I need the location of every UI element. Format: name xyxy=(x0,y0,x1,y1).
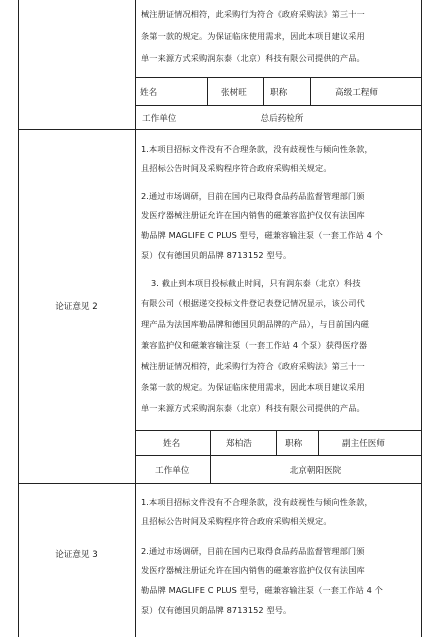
text-line: 发医疗器械注册证允许在国内销售的磁兼容监护仪仅有法国库 xyxy=(141,565,365,575)
opinion2-label: 论证意见 2 xyxy=(55,302,98,312)
rule xyxy=(276,430,277,455)
signer2-name: 郑柏浩 xyxy=(226,439,252,449)
rule xyxy=(135,455,421,456)
rule xyxy=(135,105,421,106)
signer2-name-label: 姓名 xyxy=(163,439,181,449)
text-line: 条第一款的规定。为保证临床使用需求，因此本项目建议采用 xyxy=(141,31,365,41)
rule xyxy=(135,77,421,78)
signer1-unit: 总后药检所 xyxy=(260,114,304,124)
rule xyxy=(310,77,311,105)
rule xyxy=(18,129,421,130)
text-line: 发医疗器械注册证允许在国内销售的磁兼容监护仪仅有法国库 xyxy=(141,210,365,220)
text-line: 械注册证情况相符，此采购行为符合《政府采购法》第三十一 xyxy=(141,361,365,371)
text-line: 勒品牌 MAGLIFE C PLUS 型号，磁兼容输注泵（一套工作站 4 个 xyxy=(141,585,383,595)
signer1-title: 高级工程师 xyxy=(335,88,378,98)
text-line: 兼容监护仪和磁兼容输注泵（一套工作站 4 个泵）获得医疗器 xyxy=(141,340,368,350)
signer2-unit: 北京朝阳医院 xyxy=(289,466,342,476)
signer2-title: 副主任医师 xyxy=(342,439,385,449)
text-line: 1.本项目招标文件没有不合理条款，没有歧视性与倾向性条款， xyxy=(141,497,373,507)
text-line: 2.通过市场调研，目前在国内已取得食品药品监督管理部门颁 xyxy=(141,191,365,201)
opinion3-label: 论证意见 3 xyxy=(55,550,98,560)
text-line: 3. 截止到本项目投标截止时间，只有润东泰（北京）科技 xyxy=(151,278,361,288)
signer1-name: 张树旺 xyxy=(221,88,247,98)
rule xyxy=(210,430,211,455)
text-line: 械注册证情况相符，此采购行为符合《政府采购法》第三十一 xyxy=(141,9,365,19)
text-line: 单一来源方式采购润东泰（北京）科技有限公司提供的产品。 xyxy=(141,403,365,413)
text-line: 理产品为法国库勒品牌和德国贝朗品牌的产品），与目前国内磁 xyxy=(141,319,369,329)
text-line: 勒品牌 MAGLIFE C PLUS 型号，磁兼容输注泵（一套工作站 4 个 xyxy=(141,230,383,240)
rule xyxy=(207,77,208,105)
signer2-unit-label: 工作单位 xyxy=(155,466,190,476)
signer1-title-label: 职称 xyxy=(270,88,288,98)
text-line: 且招标公告时间及采购程序符合政府采购相关规定。 xyxy=(141,163,332,173)
rule xyxy=(135,430,421,431)
rule xyxy=(18,483,421,484)
rule xyxy=(135,0,136,637)
signer2-title-label: 职称 xyxy=(285,439,303,449)
text-line: 有限公司（根据递交投标文件登记表登记情况显示，该公司代 xyxy=(141,298,365,308)
text-line: 条第一款的规定。为保证临床使用需求，因此本项目建议采用 xyxy=(141,382,365,392)
text-line: 泵）仅有德国贝朗品牌 8713152 型号。 xyxy=(141,605,292,615)
text-line: 1.本项目招标文件没有不合理条款，没有歧视性与倾向性条款， xyxy=(141,144,373,154)
signer1-name-label: 姓名 xyxy=(140,88,158,98)
text-line: 泵）仅有德国贝朗品牌 8713152 型号。 xyxy=(141,250,292,260)
text-line: 2.通过市场调研，目前在国内已取得食品药品监督管理部门颁 xyxy=(141,546,365,556)
signer1-unit-label: 工作单位 xyxy=(142,114,177,124)
rule xyxy=(263,77,264,105)
rule xyxy=(421,0,422,637)
rule xyxy=(18,0,19,637)
rule xyxy=(318,430,319,455)
text-line: 单一来源方式采购润东泰（北京）科技有限公司提供的产品。 xyxy=(141,53,365,63)
text-line: 且招标公告时间及采购程序符合政府采购相关规定。 xyxy=(141,516,332,526)
